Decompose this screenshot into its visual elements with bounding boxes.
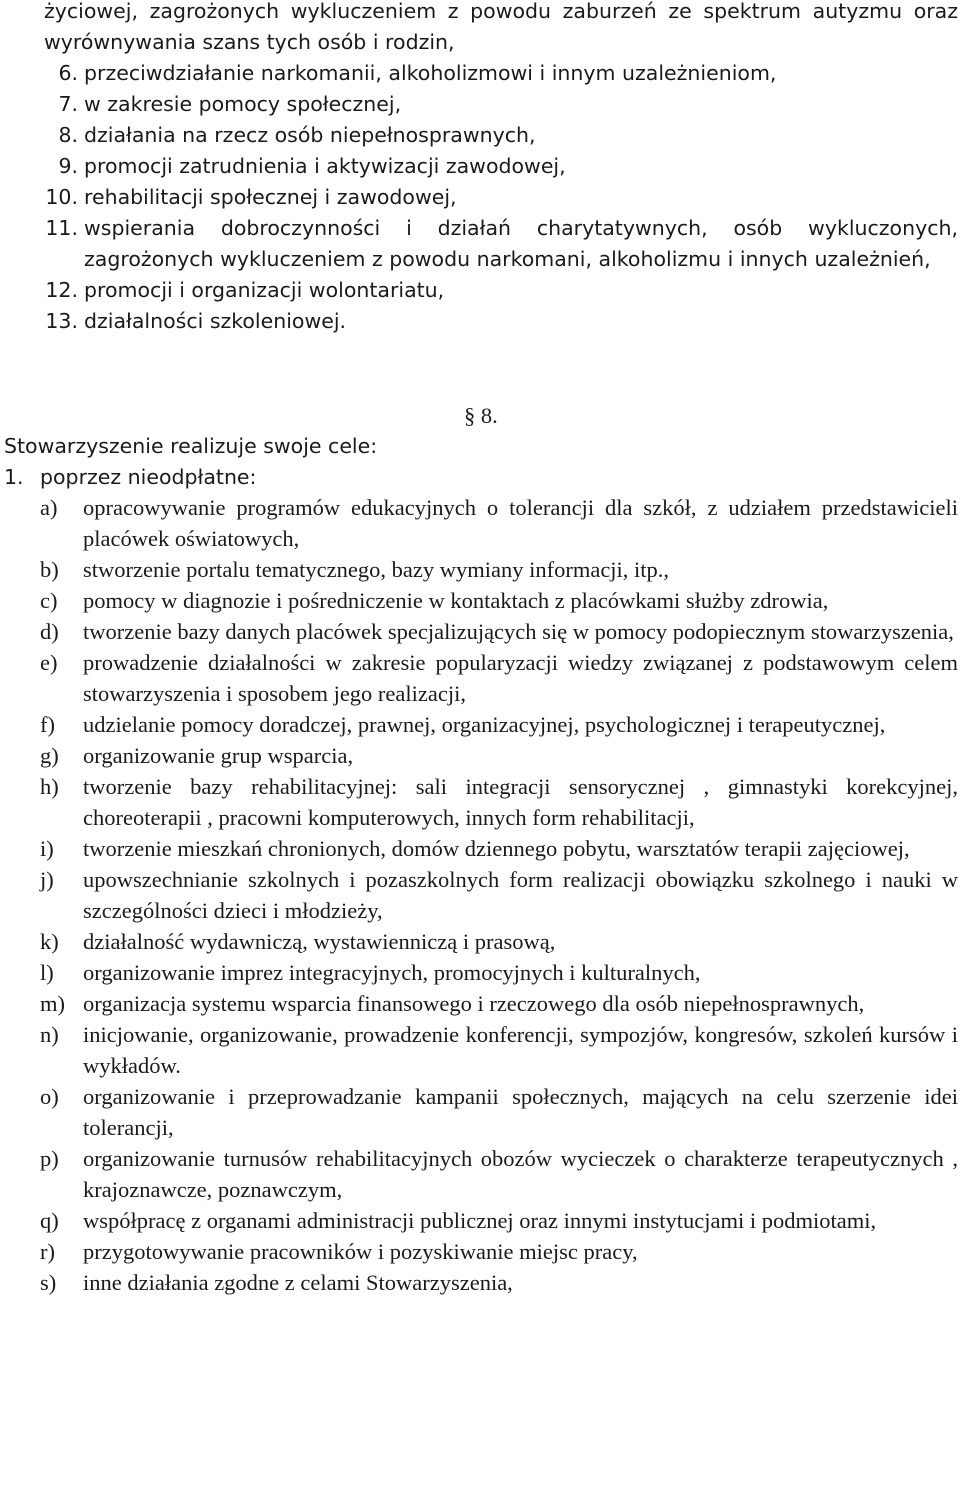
list-item-number: 8. bbox=[58, 123, 78, 147]
list-item-text: współpracę z organami administracji publicznej oraz innymi instytucjami i podmiotami, bbox=[83, 1208, 877, 1233]
list-item-text: promocji i organizacji wolontariatu, bbox=[84, 278, 445, 302]
list-item-text: rehabilitacji społecznej i zawodowej, bbox=[84, 185, 457, 209]
list-item bbox=[40, 1143, 958, 1205]
list-item-text: upowszechnianie szkolnych i pozaszkolnych form realizacji obowiązku szkolnego i nauki w szczególności dzieci i młodzieży, bbox=[83, 867, 958, 923]
list-item-letter: p) bbox=[40, 1146, 59, 1171]
list-item bbox=[44, 0, 958, 58]
list-item bbox=[40, 833, 958, 864]
list-item-text: przeciwdziałanie narkomanii, alkoholizmowi i innym uzależnieniom, bbox=[84, 61, 777, 85]
list-item-text: w zakresie pomocy społecznej, bbox=[84, 92, 402, 116]
list-item bbox=[40, 1081, 958, 1143]
list-item-text: inne działania zgodne z celami Stowarzyszenia, bbox=[83, 1270, 513, 1295]
list-item bbox=[40, 1205, 958, 1236]
list-item-text: tworzenie bazy danych placówek specjalizujących się w pomocy podopiecznym stowarzyszenia, bbox=[83, 619, 954, 644]
methods-list bbox=[40, 492, 958, 1298]
list-item-letter: r) bbox=[40, 1239, 55, 1264]
list-item bbox=[40, 957, 958, 988]
list-item-text: organizowanie imprez integracyjnych, promocyjnych i kulturalnych, bbox=[83, 960, 701, 985]
list-item-text: działania na rzecz osób niepełnosprawnych, bbox=[84, 123, 536, 147]
point-text: poprzez nieodpłatne: bbox=[40, 465, 257, 489]
list-item-letter: k) bbox=[40, 929, 59, 954]
list-item-letter: l) bbox=[40, 960, 54, 985]
list-item-number: 9. bbox=[58, 154, 78, 178]
list-item-letter: a) bbox=[40, 495, 58, 520]
list-item-text: działalności szkoleniowej. bbox=[84, 309, 347, 333]
list-item-text: przygotowywanie pracowników i pozyskiwanie miejsc pracy, bbox=[83, 1239, 638, 1264]
list-item bbox=[40, 1236, 958, 1267]
list-item-letter: h) bbox=[40, 774, 59, 799]
list-item-text: życiowej, zagrożonych wykluczeniem z powodu zaburzeń ze spektrum autyzmu oraz wyrównywania szans tych osób i rodzin, bbox=[44, 0, 958, 54]
list-item-letter: d) bbox=[40, 619, 59, 644]
list-item bbox=[40, 740, 958, 771]
list-item bbox=[40, 988, 958, 1019]
goals-list bbox=[44, 0, 958, 337]
list-item-letter: q) bbox=[40, 1208, 59, 1233]
list-item bbox=[44, 275, 958, 306]
list-item bbox=[40, 864, 958, 926]
list-item-text: stworzenie portalu tematycznego, bazy wymiany informacji, itp., bbox=[83, 557, 670, 582]
list-item-letter: b) bbox=[40, 557, 59, 582]
list-item bbox=[40, 771, 958, 833]
list-item-letter: f) bbox=[40, 712, 55, 737]
point-1 bbox=[4, 462, 256, 493]
list-item bbox=[44, 182, 958, 213]
list-item-text: organizacja systemu wsparcia finansowego i rzeczowego dla osób niepełnosprawnych, bbox=[83, 991, 865, 1016]
list-item-number: 12. bbox=[45, 278, 78, 302]
list-item bbox=[40, 1019, 958, 1081]
list-item bbox=[40, 616, 958, 647]
list-item bbox=[44, 306, 958, 337]
list-item-letter: o) bbox=[40, 1084, 59, 1109]
list-item-number: 11. bbox=[45, 216, 78, 240]
section-number-value: 8. bbox=[480, 403, 498, 428]
point-number: 1. bbox=[4, 465, 24, 489]
list-item-letter: g) bbox=[40, 743, 59, 768]
list-item-text: promocji zatrudnienia i aktywizacji zawodowej, bbox=[84, 154, 566, 178]
list-item-letter: i) bbox=[40, 836, 54, 861]
list-item-text: działalność wydawniczą, wystawienniczą i prasową, bbox=[83, 929, 556, 954]
list-item-number: 13. bbox=[45, 309, 78, 333]
list-item-text: opracowywanie programów edukacyjnych o tolerancji dla szkół, z udziałem przedstawicieli placówek oświatowych, bbox=[83, 495, 958, 551]
list-item-number: 7. bbox=[58, 92, 78, 116]
list-item-letter: m) bbox=[40, 991, 65, 1016]
list-item bbox=[40, 585, 958, 616]
list-item-letter: e) bbox=[40, 650, 58, 675]
list-item bbox=[44, 213, 958, 275]
list-item-number: 6. bbox=[58, 61, 78, 85]
list-item bbox=[44, 89, 958, 120]
list-item-letter: j) bbox=[40, 867, 54, 892]
list-item-text: organizowanie i przeprowadzanie kampanii społecznych, mających na celu szerzenie idei tolerancji, bbox=[83, 1084, 958, 1140]
list-item bbox=[40, 709, 958, 740]
list-item bbox=[44, 120, 958, 151]
list-item bbox=[40, 647, 958, 709]
list-item bbox=[40, 554, 958, 585]
list-item-letter: c) bbox=[40, 588, 58, 613]
section-number: § 8. bbox=[464, 403, 498, 428]
list-item-letter: s) bbox=[40, 1270, 57, 1295]
list-item-text: pomocy w diagnozie i pośredniczenie w kontaktach z placówkami służby zdrowia, bbox=[83, 588, 829, 613]
list-item-text: tworzenie mieszkań chronionych, domów dziennego pobytu, warsztatów terapii zajęciowej, bbox=[83, 836, 910, 861]
list-item bbox=[40, 492, 958, 554]
list-item-text: wspierania dobroczynności i działań charytatywnych, osób wykluczonych, zagrożonych wykluczeniem z powodu narkomani, alkoholizmu i innych uzależnień, bbox=[84, 216, 958, 271]
list-item bbox=[44, 58, 958, 89]
list-item bbox=[44, 151, 958, 182]
list-item-letter: n) bbox=[40, 1022, 59, 1047]
list-item bbox=[40, 926, 958, 957]
list-item-number: 10. bbox=[45, 185, 78, 209]
list-item-text: organizowanie turnusów rehabilitacyjnych obozów wycieczek o charakterze terapeutycznych , krajoznawcze, poznawczym, bbox=[83, 1146, 958, 1202]
list-item-text: prowadzenie działalności w zakresie popularyzacji wiedzy związanej z podstawowym celem stowarzyszenia i sposobem jego realizacji, bbox=[83, 650, 958, 706]
list-item-text: tworzenie bazy rehabilitacyjnej: sali integracji sensorycznej , gimnastyki korekcyjnej, choreoterapii , pracowni komputerowych, innych form rehabilitacji, bbox=[83, 774, 958, 830]
list-item-text: udzielanie pomocy doradczej, prawnej, organizacyjnej, psychologicznej i terapeutycznej, bbox=[83, 712, 886, 737]
list-item-text: inicjowanie, organizowanie, prowadzenie konferencji, sympozjów, kongresów, szkoleń kursów i wykładów. bbox=[83, 1022, 958, 1078]
list-item bbox=[40, 1267, 958, 1298]
list-item-text: organizowanie grup wsparcia, bbox=[83, 743, 354, 768]
intro-text: Stowarzyszenie realizuje swoje cele: bbox=[4, 434, 378, 458]
